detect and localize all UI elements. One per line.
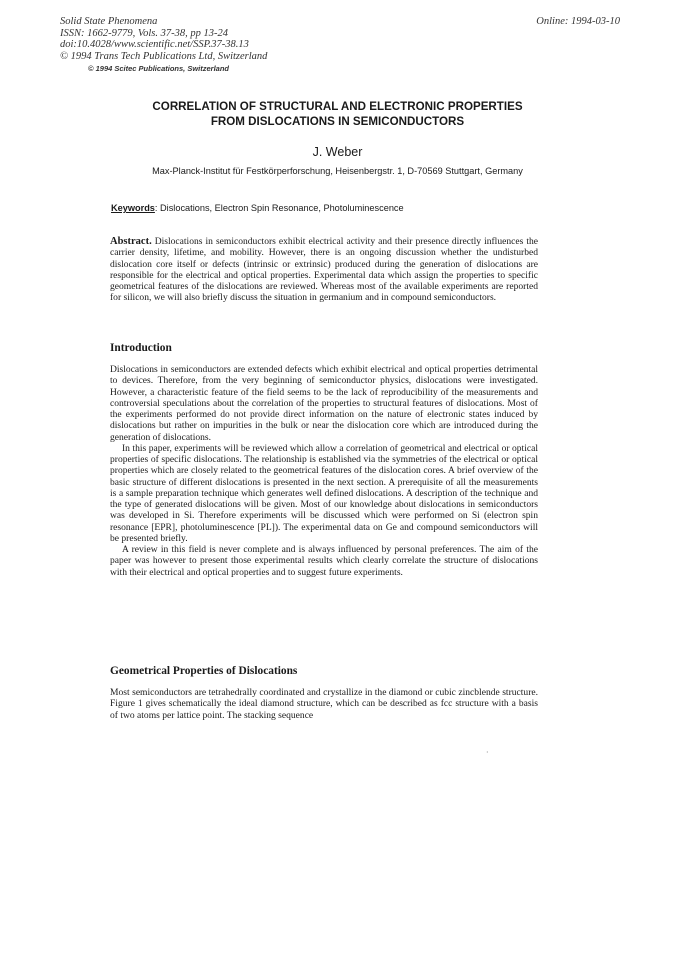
keywords-label: Keywords [111, 203, 155, 213]
paragraph: In this paper, experiments will be reviewed which allow a correlation of geometrical and electrical or optical properties of specific dislocations. The relationship is established via the symmetries of the electrical or optical properties which are closely related to the geometrical features of the dislocation cores. A brief overview of the basic structure of different dislocations is presented in the next section. A prerequisite of all the measurements is a sample preparation technique which generates well defined dislocations. A description of the technique and the type of generated dislocations will be given. Most of our knowledge about dislocations in semiconductors was developed in Si. Therefore experiments will be discussed which were performed on Si (electron spin resonance [EPR], photoluminescence [PL]). The experimental data on Ge and compound semiconductors will be presented briefly. [110, 442, 538, 544]
author-name: J. Weber [312, 145, 363, 159]
geometrical-heading: Geometrical Properties of Dislocations [110, 665, 298, 677]
author-affiliation: Max-Planck-Institut für Festkörperforschung, Heisenbergstr. 1, D-70569 Stuttgart, Germany [152, 166, 523, 176]
abstract-label: Abstract. [110, 236, 152, 247]
publisher-note: © 1994 Scitec Publications, Switzerland [88, 64, 229, 74]
paragraph: Dislocations in semiconductors are extended defects which exhibit electrical and optical properties detrimental to devices. Therefore, from the very beginning of semiconductor physics, dislocations were investigated. However, a characteristic feature of the field seems to be the lack of reproducibility of the measurements and controversial speculations about the correlation of the properties to structural features of dislocations. Most of the experiments performed do not provide direct information on the nature of electronic states induced by dislocations but rather on impurities in the bulk or near the dislocation core which are introduced during the generation of dislocations. [110, 364, 538, 443]
geometrical-body [110, 687, 538, 721]
doi-link[interactable]: doi:10.4028/www.scientific.net/SSP.37-38.13 [60, 39, 249, 51]
scan-speck: · [486, 748, 489, 757]
paragraph: A review in this field is never complete and is always influenced by personal preferences. The aim of the paper was however to present those experimental results which clearly correlate the structure of dislocations with their electrical and optical properties and to suggest future experiments. [110, 544, 538, 578]
paper-title [60, 99, 615, 129]
journal-header [60, 16, 267, 75]
abstract-text: Dislocations in semiconductors exhibit electrical activity and their presence directly influences the carrier density, lifetime, and mobility. However, there is an ongoing discussion whether the undisturbed dislocation core itself or defects (intrinsic or extrinsic) produced during the generation of dislocations are responsible for the electrical and optical properties. Experimental data which assign the properties to specific geometrical features of the dislocations are reviewed. Whereas most of the available experiments are reported for silicon, we will also briefly discuss the situation in germanium and in compound semiconductors. [110, 236, 538, 304]
keywords-list: : Dislocations, Electron Spin Resonance, Photoluminescence [154, 203, 404, 213]
copyright-line: © 1994 Trans Tech Publications Ltd, Switzerland [60, 50, 268, 62]
keywords-line [111, 203, 404, 213]
issn-line: ISSN: 1662-9779, Vols. 37-38, pp 13-24 [60, 27, 228, 39]
introduction-body [110, 364, 538, 578]
title-line-1: CORRELATION OF STRUCTURAL AND ELECTRONIC PROPERTIES [152, 100, 523, 113]
abstract [110, 236, 538, 304]
paragraph: Most semiconductors are tetrahedrally coordinated and crystallize in the diamond or cubic zincblende structure. Figure 1 gives schematically the ideal diamond structure, which can be described as fcc structure with a basis of two atoms per lattice point. The stacking sequence [110, 687, 538, 721]
online-date: Online: 1994-03-10 [536, 16, 620, 27]
introduction-heading: Introduction [110, 342, 172, 354]
journal-name: Solid State Phenomena [60, 16, 158, 27]
title-line-2: FROM DISLOCATIONS IN SEMICONDUCTORS [210, 115, 465, 128]
